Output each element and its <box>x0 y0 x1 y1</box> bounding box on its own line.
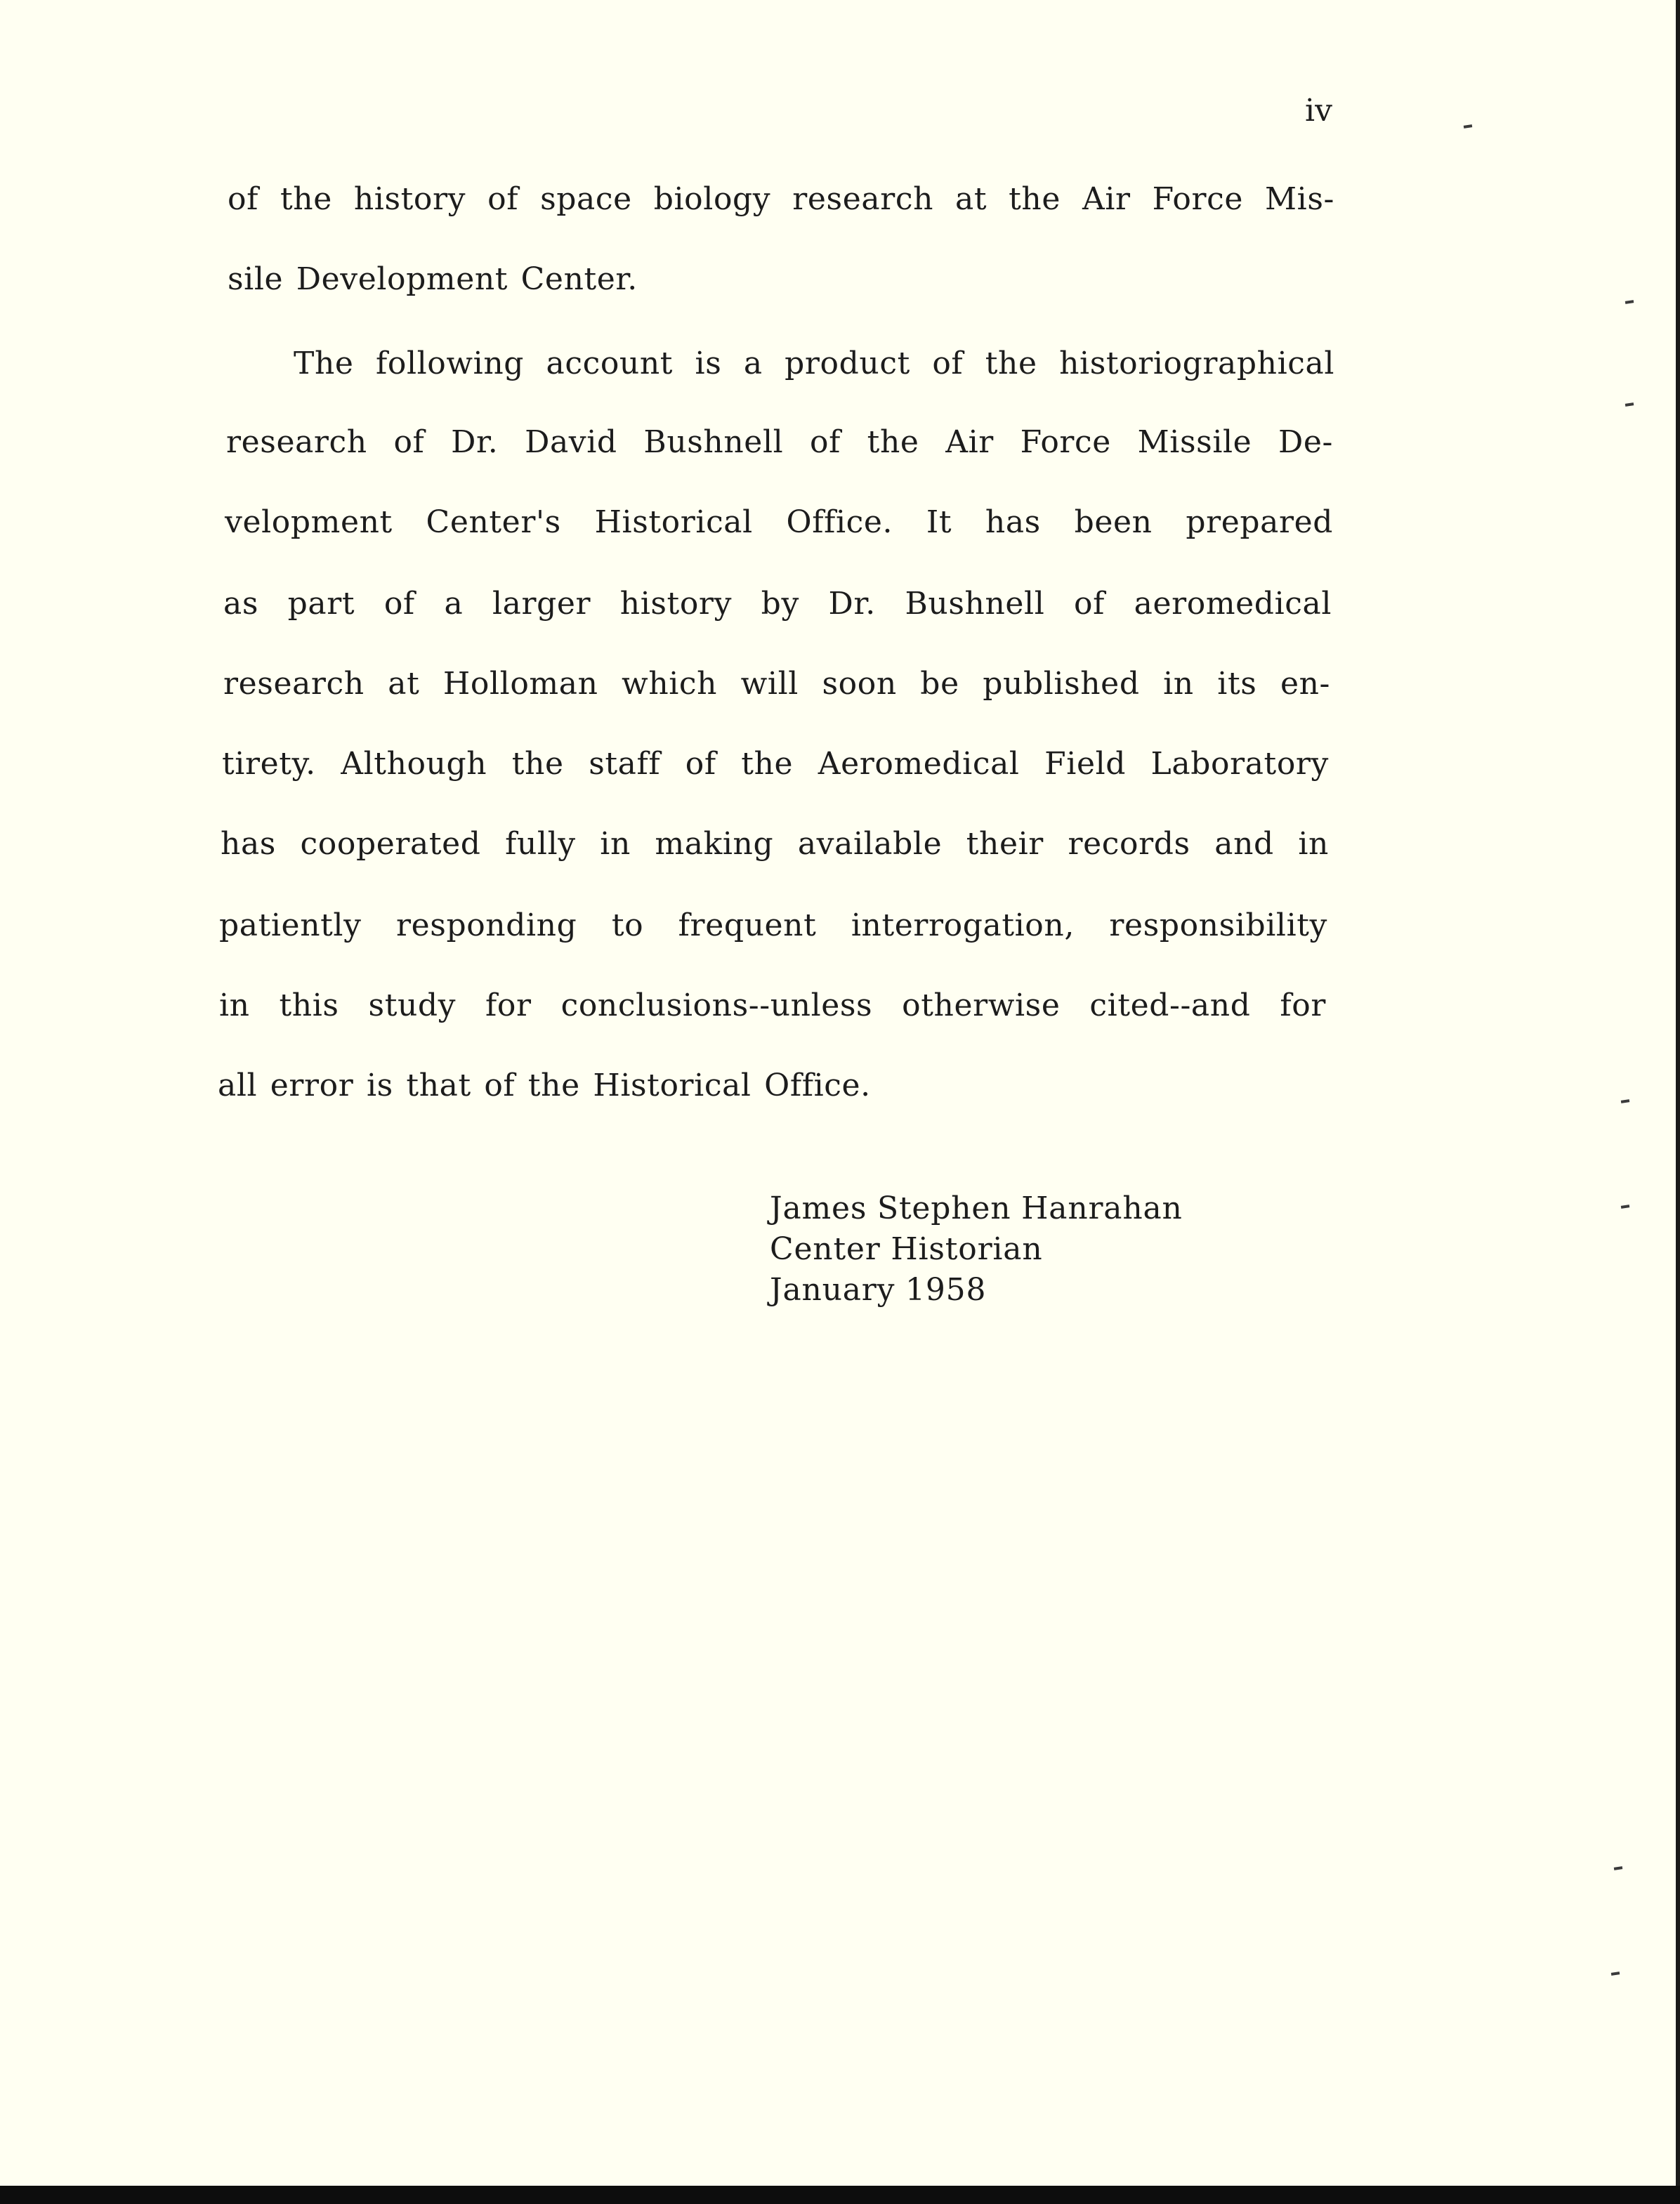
text-line: of the history of space biology research at the Air Force Mis- <box>228 181 1334 217</box>
page-number: iv <box>1305 93 1332 129</box>
text-line: in this study for conclusions--unless otherwise cited--and for <box>219 988 1326 1023</box>
text-line: patiently responding to frequent interrogation, responsibility <box>219 907 1327 943</box>
text-line: velopment Center's Historical Office. It has been prepared <box>225 504 1333 540</box>
signature-title: Center Historian <box>770 1231 1043 1267</box>
signature-block <box>770 1188 1183 1311</box>
scan-mark <box>1625 300 1634 304</box>
scan-mark <box>1621 1205 1629 1209</box>
scan-edge-right <box>1676 0 1680 2204</box>
text-line: The following account is a product of the historiographical <box>294 346 1334 381</box>
text-line: research at Holloman which will soon be published in its en- <box>223 666 1330 702</box>
signature-date: January 1958 <box>770 1272 987 1308</box>
scan-mark <box>1625 402 1634 407</box>
scan-mark <box>1464 124 1472 129</box>
text-line: has cooperated fully in making available their records and in <box>221 826 1329 862</box>
scan-mark <box>1614 1866 1622 1870</box>
text-line: sile Development Center. <box>228 261 638 297</box>
text-line: research of Dr. David Bushnell of the Air Force Missile De- <box>226 424 1333 460</box>
scan-mark <box>1621 1099 1629 1103</box>
scan-edge-bottom <box>0 2186 1680 2204</box>
text-line: as part of a larger history by Dr. Bushnell of aeromedical <box>223 586 1332 622</box>
text-line: tirety. Although the staff of the Aeromedical Field Laboratory <box>222 746 1329 782</box>
scan-mark <box>1611 1972 1620 1976</box>
signature-name: James Stephen Hanrahan <box>770 1190 1183 1226</box>
text-line: all error is that of the Historical Office. <box>218 1068 871 1103</box>
